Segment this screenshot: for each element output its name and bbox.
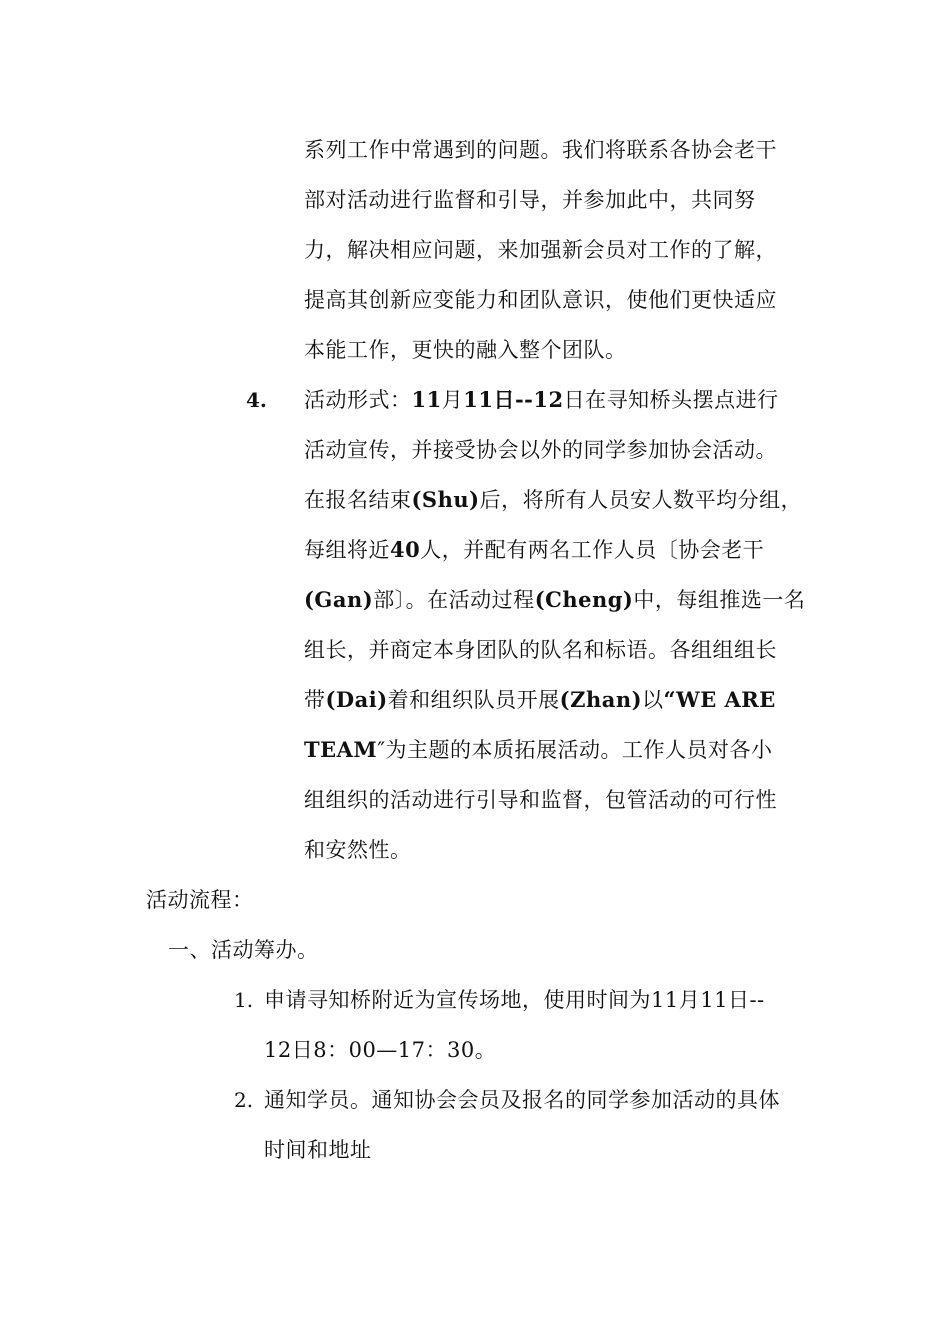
text-run: 月	[441, 388, 464, 412]
text-run: (Zhan)	[559, 687, 643, 712]
subsection-heading: 一、活动筹办。	[168, 938, 319, 962]
text-run: (Cheng)	[534, 587, 634, 612]
text-run: 日--	[493, 387, 534, 412]
text-line	[304, 485, 802, 515]
text-line: 申请寻知桥附近为宣传场地，使用时间为11月11日--	[264, 988, 765, 1012]
text-run: (Shu)	[411, 487, 480, 512]
text-line: 通知学员。通知协会会员及报名的同学参加活动的具体	[264, 1088, 780, 1112]
text-run: 后，将所有人员安人数平均分组，	[479, 488, 803, 512]
text-line: 组组织的活动进行引导和监督，包管活动的可行性	[304, 788, 777, 812]
item-number: 1.	[234, 988, 254, 1012]
text-line: 力，解决相应问题，来加强新会员对工作的了解，	[304, 238, 777, 262]
text-line: 系列工作中常遇到的问题。我们将联系各协会老干	[304, 138, 777, 162]
text-run: 11	[463, 387, 494, 412]
text-line	[304, 535, 764, 565]
text-line: 和安然性。	[304, 838, 412, 862]
text-run: (Dai)	[325, 687, 388, 712]
text-line: 提高其创新应变能力和团队意识，使他们更快适应	[304, 288, 777, 312]
text-line: 时间和地址	[264, 1138, 372, 1162]
text-run: “WE ARE	[663, 687, 776, 712]
text-run: 以	[642, 688, 664, 712]
text-line: 组长，并商定本身团队的队名和标语。各组组组长	[304, 638, 777, 662]
text-line: 12日8：00—17：30。	[264, 1038, 497, 1062]
text-run: ″为主题的本质拓展活动。工作人员对各小	[377, 738, 773, 762]
text-line	[304, 735, 773, 765]
item-number: 2.	[234, 1088, 254, 1112]
text-line	[304, 585, 805, 615]
text-line	[304, 685, 776, 715]
item-number: 4.	[246, 388, 267, 412]
text-run: 日在寻知桥头摆点进行	[563, 388, 779, 412]
text-run: (Gan)	[304, 587, 374, 612]
section-heading: 活动流程：	[146, 888, 254, 912]
text-run: TEAM	[304, 737, 378, 762]
text-run: 人，并配有两名工作人员〔协会老干	[420, 538, 765, 562]
text-run: 活动形式：	[304, 388, 412, 412]
text-run: 每组将近	[304, 538, 390, 562]
text-run: 12	[533, 387, 564, 412]
text-line: 部对活动进行监督和引导，并参加此中，共同努	[304, 188, 756, 212]
text-run: 着和组织队员开展	[387, 688, 560, 712]
text-line: 本能工作，更快的融入整个团队。	[304, 338, 627, 362]
text-run: 40	[390, 537, 421, 562]
text-run: 中，每组推选一名	[633, 588, 806, 612]
text-line: 活动宣传，并接受协会以外的同学参加协会活动。	[304, 438, 777, 462]
text-run: 部〕。在活动过程	[373, 588, 535, 612]
text-line	[304, 385, 779, 415]
text-run: 11	[411, 387, 442, 412]
text-run: 带	[304, 688, 326, 712]
text-run: 在报名结束	[304, 488, 412, 512]
